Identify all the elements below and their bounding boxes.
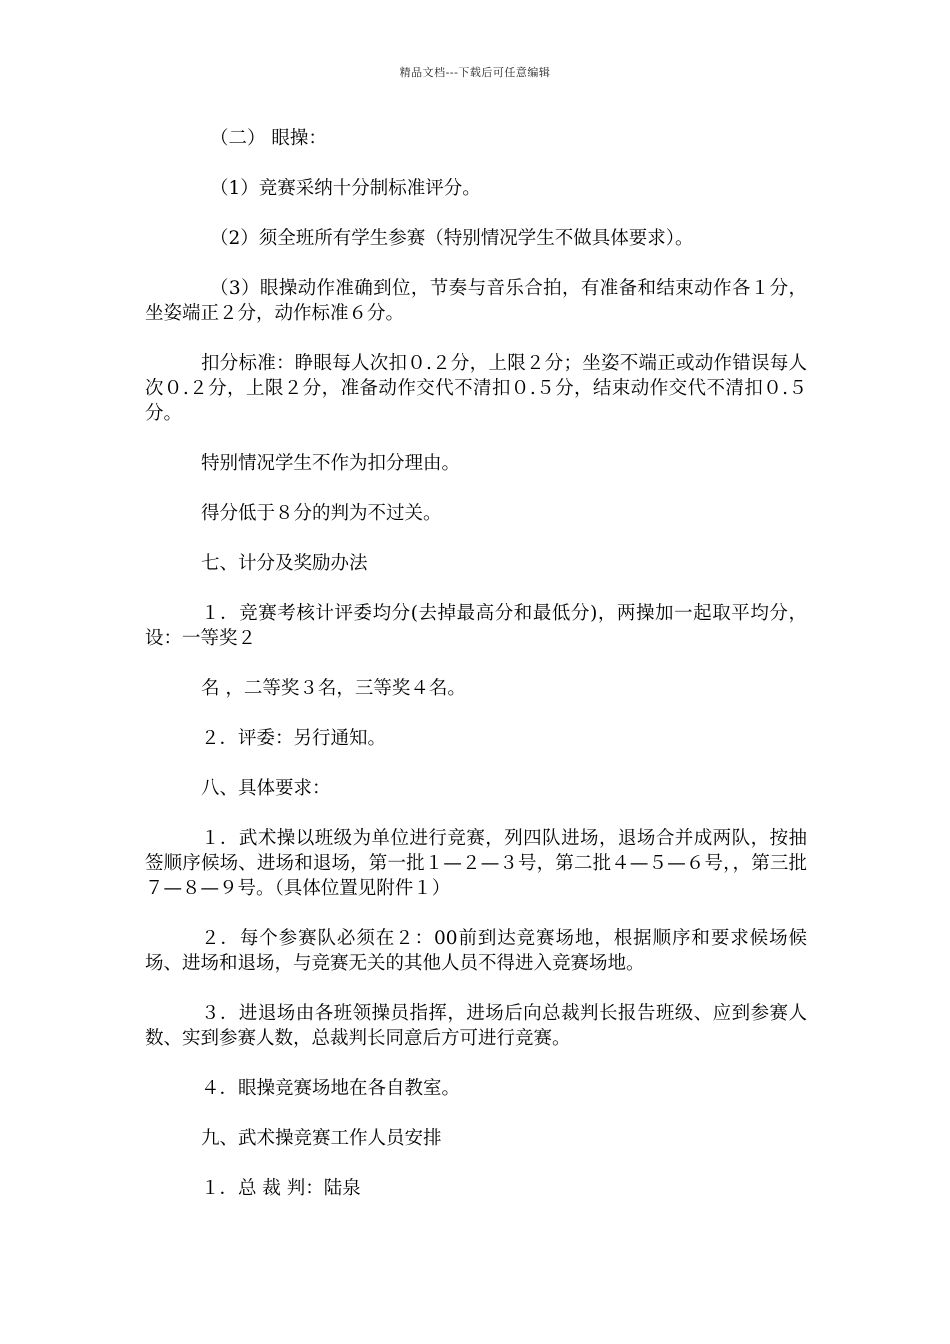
paragraph: １．武术操以班级为单位进行竞赛，列四队进场，退场合并成两队，按抽签顺序候场、进场和退场，第一批１—２—３号，第二批４—５—６号，，第三批７—８—９号。（具体位置见附件１） (145, 828, 807, 899)
paragraph: 特别情况学生不作为扣分理由。 (201, 453, 461, 474)
paragraph: １．竞赛考核计评委均分(去掉最高分和最低分)，两操加一起取平均分，设：一等奖２ (145, 603, 807, 649)
paragraph: 得分低于８分的判为不过关。 (201, 503, 442, 524)
paragraph: 名 ，二等奖３名，三等奖４名。 (201, 678, 466, 699)
document-body (145, 120, 807, 1201)
paragraph: １．总 裁 判：陆泉 (201, 1178, 361, 1199)
paragraph: ４．眼操竞赛场地在各自教室。 (201, 1078, 461, 1099)
paragraph: （3）眼操动作准确到位，节奏与音乐合拍，有准备和结束动作各１分，坐姿端正２分，动作标准６分。 (145, 278, 807, 324)
paragraph: 扣分标准：睁眼每人次扣０.２分，上限２分；坐姿不端正或动作错误每人次０.２分，上限２分，准备动作交代不清扣０.５分，结束动作交代不清扣０.５分。 (145, 353, 807, 424)
section-heading-requirements: 八、具体要求： (201, 778, 331, 799)
page-header: 精品文档---下载后可任意编辑 (399, 66, 551, 79)
paragraph: （1）竞赛采纳十分制标准评分。 (210, 178, 481, 199)
section-heading-scoring: 七、计分及奖励办法 (201, 553, 368, 574)
paragraph: ３．进退场由各班领操员指挥，进场后向总裁判长报告班级、应到参赛人数、实到参赛人数，总裁判长同意后方可进行竞赛。 (145, 1003, 807, 1049)
paragraph: ２．每个参赛队必须在２：00前到达竞赛场地，根据顺序和要求候场候场、进场和退场，与竞赛无关的其他人员不得进入竞赛场地。 (145, 928, 807, 974)
section-heading-eye-exercise: （二） 眼操： (210, 128, 327, 149)
section-heading-staff: 九、武术操竞赛工作人员安排 (201, 1128, 442, 1149)
paragraph: ２．评委：另行通知。 (201, 728, 387, 749)
paragraph: （2）须全班所有学生参赛（特别情况学生不做具体要求）。 (210, 228, 694, 249)
